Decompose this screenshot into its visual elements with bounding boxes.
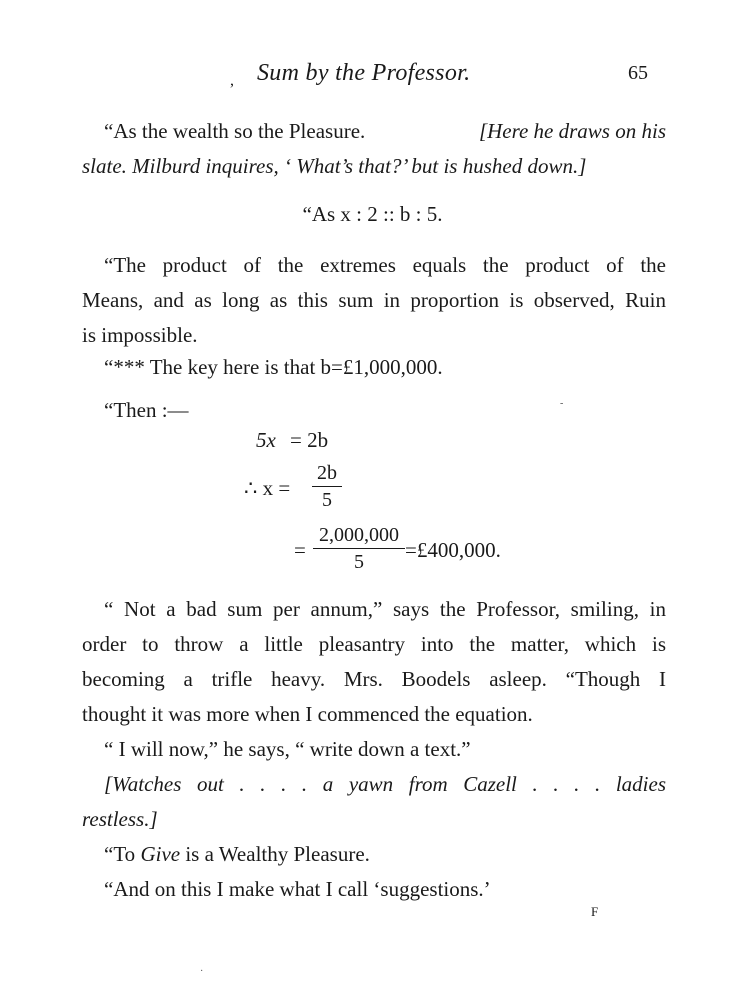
paragraph-7-line-2: restless.] — [82, 807, 158, 831]
paragraph-2-line-1: “The product of the extremes equals the product of the — [104, 253, 666, 277]
paragraph-6: “ I will now,” he says, “ write down a text.” — [104, 737, 471, 761]
equation-3-rhs: =£400,000. — [405, 538, 501, 562]
equation-2-fraction — [312, 460, 342, 513]
paragraph-4: “Then :— — [104, 398, 189, 422]
equation-3-fraction — [313, 522, 405, 575]
paragraph-5-line-3: becoming a trifle heavy. Mrs. Boodels asleep. “Though I — [82, 667, 666, 691]
fraction-numerator: 2,000,000 — [319, 524, 399, 546]
fraction-denominator: 5 — [354, 551, 364, 573]
paragraph-5-line-1: “ Not a bad sum per annum,” says the Professor, smiling, in — [104, 597, 666, 621]
fraction-denominator: 5 — [322, 489, 332, 511]
text-run: “As the wealth so the Pleasure. — [104, 119, 366, 143]
text-run: “To — [104, 842, 141, 866]
equation-1-lhs: 5x — [256, 428, 276, 452]
paper-speck: · — [200, 966, 204, 977]
page-number: 65 — [628, 62, 648, 84]
fraction-numerator: 2b — [317, 462, 337, 484]
emphasis: Give — [140, 842, 181, 866]
paragraph-5-line-2: order to throw a little pleasantry into the matter, which is — [82, 632, 666, 656]
running-title: Sum by the Professor. — [257, 60, 471, 86]
proportion-statement: “As x : 2 :: b : 5. — [302, 202, 443, 226]
paragraph-3: “*** The key here is that b=£1,000,000. — [104, 355, 443, 379]
head-mark: , — [230, 72, 234, 89]
signature-mark: F — [591, 904, 599, 919]
paragraph-5-line-4: thought it was more when I commenced the equation. — [82, 702, 533, 726]
paragraph-7-line-1: [Watches out . . . . a yawn from Cazell . . . . ladies — [104, 772, 666, 796]
paragraph-1-line-1 — [104, 116, 666, 146]
equation-2-lhs: ∴ x = — [244, 476, 291, 500]
stage-direction: [Here he draws on his — [478, 119, 666, 143]
equation-1-rhs: = 2b — [290, 428, 329, 452]
paragraph-2-line-2: Means, and as long as this sum in proportion is observed, Ruin — [82, 288, 666, 312]
running-head — [0, 58, 745, 92]
equation-3-lhs: = — [294, 538, 306, 562]
paper-speck: - — [560, 398, 564, 409]
paragraph-2-line-3: is impossible. — [82, 323, 198, 347]
paragraph-8 — [104, 839, 666, 869]
paragraph-9: “And on this I make what I call ‘suggestions.’ — [104, 877, 491, 901]
text-run: is a Wealthy Pleasure. — [180, 842, 370, 866]
paragraph-1-line-2: slate. Milburd inquires, ‘ What’s that?’ but is hushed down.] — [82, 154, 587, 178]
